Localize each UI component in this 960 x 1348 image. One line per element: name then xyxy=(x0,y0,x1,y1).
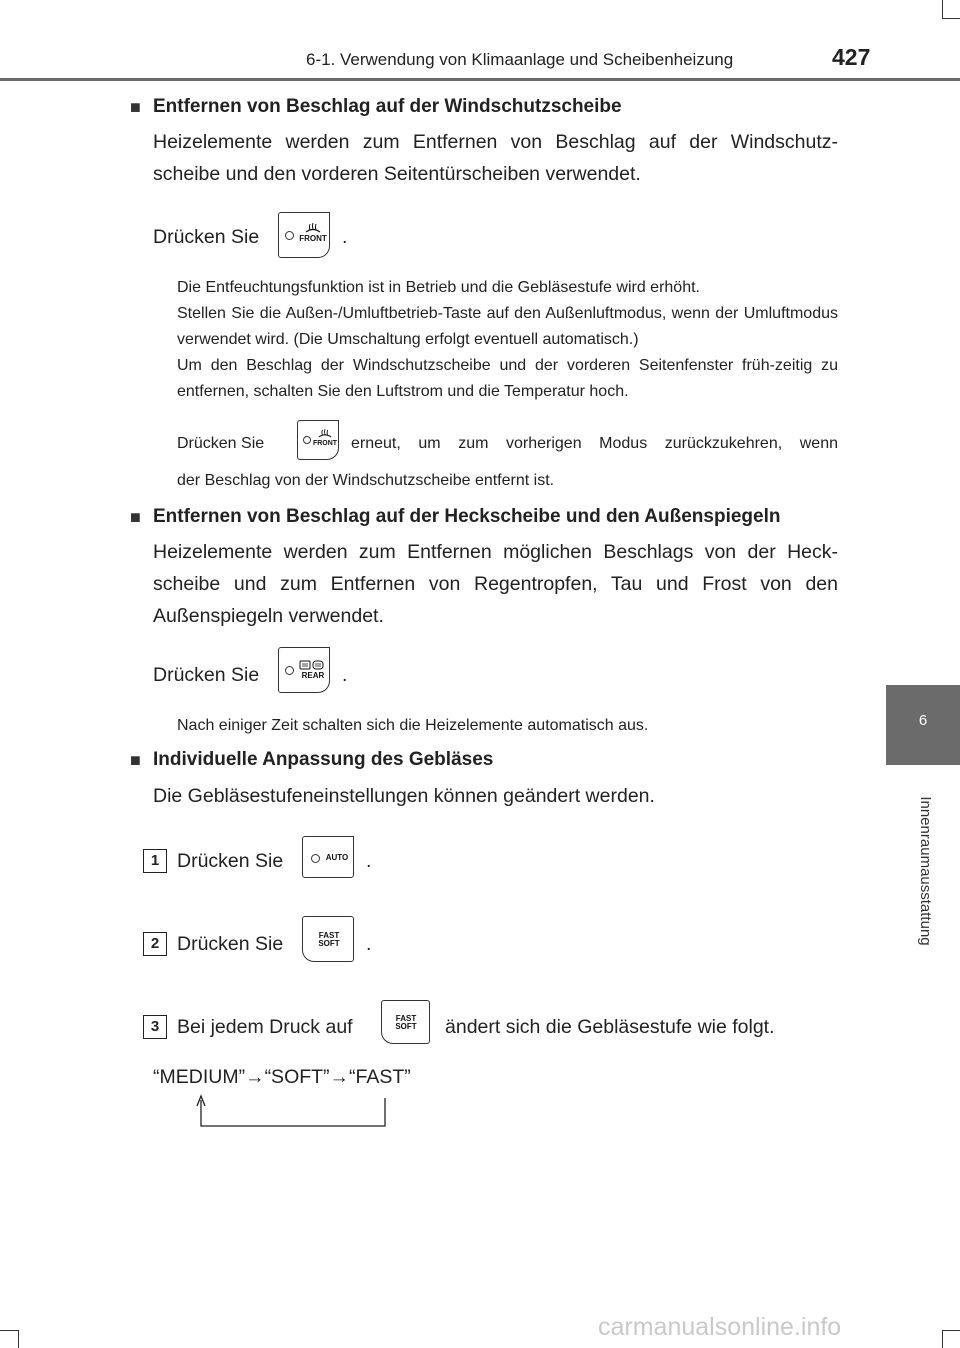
again-press-label: Drücken Sie xyxy=(177,435,265,452)
section-heading-fan: Individuelle Anpassung des Gebläses xyxy=(153,749,494,770)
watermark[interactable]: carmanualsonline.info xyxy=(598,1313,842,1341)
indicator-light-icon xyxy=(303,436,311,444)
chapter-tab-number: 6 xyxy=(918,712,928,729)
press-end: . xyxy=(342,664,348,686)
note-2: Stellen Sie die Außen-/Umluftbetrieb-Taste auf den Außenluftmodus, wenn der Umluftmodus verwendet wird. (Die Umschaltung erfolgt eventuell automatisch.) xyxy=(177,305,838,348)
windshield-defrost-icon xyxy=(318,429,332,438)
header-rule xyxy=(0,78,960,81)
note-rear: Nach einiger Zeit schalten sich die Heizelemente automatisch aus. xyxy=(177,717,649,734)
header-section-title: 6-1. Verwendung von Klimaanlage und Scheibenheizung xyxy=(306,50,734,69)
fast-soft-button[interactable] xyxy=(302,916,354,962)
section-body-rear: Heizelemente werden zum Entfernen möglichen Beschlags von der Heck-scheibe und zum Entfernen von Regentropfen, Tau und Frost von den Außenspiegeln verwendet. xyxy=(153,541,838,627)
page-number: 427 xyxy=(832,44,871,70)
indicator-light-icon xyxy=(311,854,320,863)
section-body-windshield: Heizelemente werden zum Entfernen von Beschlag auf der Windschutz-scheibe und den vorderen Seitentürscheiben verwendet. xyxy=(153,131,838,185)
button-label: REAR xyxy=(301,671,325,680)
fan-sequence: “MEDIUM”→“SOFT”→“FAST” xyxy=(153,1066,411,1088)
section-bullet: ■ xyxy=(130,750,141,770)
button-label-fast: FAST xyxy=(395,1014,417,1023)
press-label: Drücken Sie xyxy=(153,226,260,248)
button-label-soft: SOFT xyxy=(395,1022,417,1031)
rear-window-defog-icon xyxy=(299,660,325,670)
press-end: . xyxy=(342,226,348,248)
section-bullet: ■ xyxy=(130,507,141,527)
step-3-end: ändert sich die Gebläsestufe wie folgt. xyxy=(445,1016,775,1038)
note-3: Um den Beschlag der Windschutzscheibe und der vorderen Seitenfenster früh-zeitig zu entfernen, schalten Sie den Luftstrom und die Temperatur hoch. xyxy=(177,357,838,400)
chapter-tab-label: Innenraumausstattung xyxy=(917,796,934,946)
button-label-soft: SOFT xyxy=(318,939,340,948)
button-label: FRONT xyxy=(312,440,338,447)
section-body-fan: Die Gebläsestufeneinstellungen können geändert werden. xyxy=(153,785,655,807)
note-1: Die Entfeuchtungsfunktion ist in Betrieb und die Gebläsestufe wird erhöht. xyxy=(177,279,700,296)
auto-button[interactable] xyxy=(302,836,354,878)
section-heading-rear: Entfernen von Beschlag auf der Heckscheibe und den Außenspiegeln xyxy=(153,506,781,527)
indicator-light-icon xyxy=(285,231,294,240)
step-1-end: . xyxy=(366,850,372,872)
section-heading-windshield: Entfernen von Beschlag auf der Windschutzscheibe xyxy=(153,96,622,117)
step-number-2: 2 xyxy=(143,932,167,956)
button-label: AUTO xyxy=(325,853,349,862)
button-label: FRONT xyxy=(299,234,327,243)
fast-soft-button[interactable] xyxy=(381,1000,430,1044)
step-number-3: 3 xyxy=(143,1015,167,1039)
front-defroster-button[interactable] xyxy=(278,212,330,258)
press-label: Drücken Sie xyxy=(153,664,260,686)
indicator-light-icon xyxy=(285,666,294,675)
step-number-1: 1 xyxy=(143,849,167,873)
windshield-defrost-icon xyxy=(305,223,321,233)
button-label-fast: FAST xyxy=(318,931,340,940)
again-rest-1: erneut, um zum vorherigen Modus zurückzukehren, wenn xyxy=(351,435,838,452)
again-rest-2: der Beschlag von der Windschutzscheibe entfernt ist. xyxy=(177,472,555,489)
step-1-text: Drücken Sie xyxy=(177,850,284,872)
step-2-text: Drücken Sie xyxy=(177,933,284,955)
front-defroster-button-small[interactable] xyxy=(297,420,339,460)
section-bullet: ■ xyxy=(130,97,141,117)
step-2-end: . xyxy=(366,933,372,955)
step-3-text: Bei jedem Druck auf xyxy=(177,1016,353,1038)
cycle-arrow-icon xyxy=(190,1094,390,1130)
rear-defogger-button[interactable] xyxy=(278,647,330,693)
